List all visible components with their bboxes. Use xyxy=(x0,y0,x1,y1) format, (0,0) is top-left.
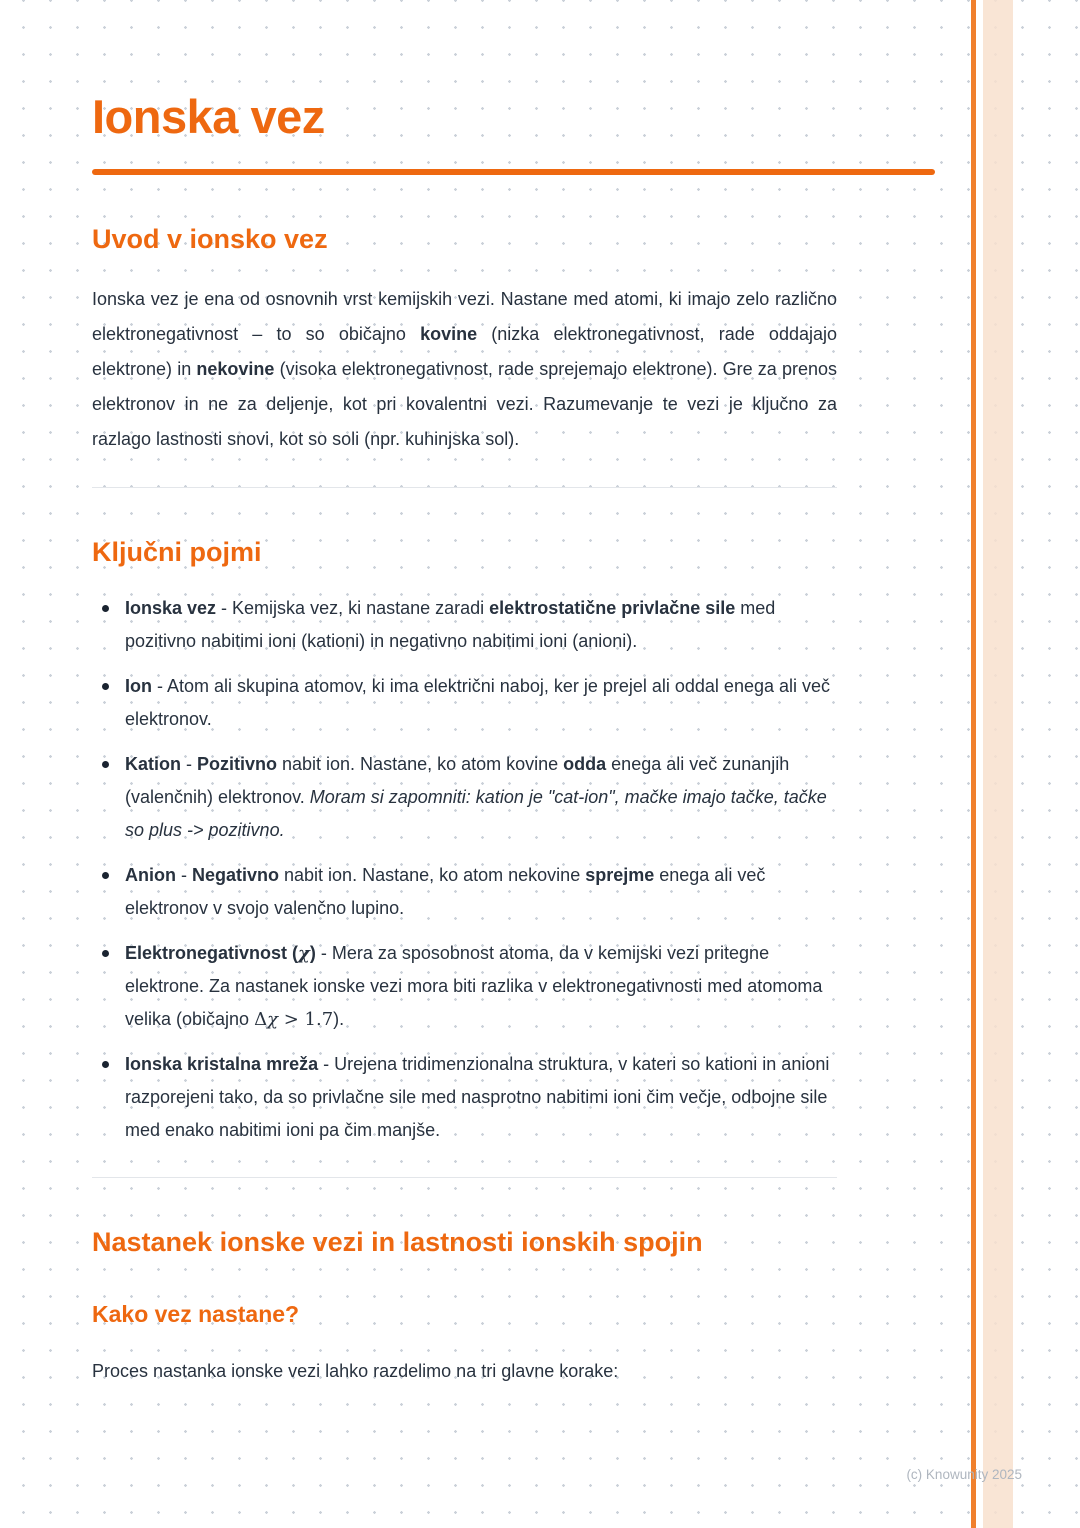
text-run-bold: kovine xyxy=(420,323,478,344)
text-run: enega ali več elektronov v svojo valenčno lupino. xyxy=(125,865,766,919)
text-run-bold: Negativno xyxy=(192,865,280,886)
text-run: - xyxy=(176,865,192,886)
section-heading-key-terms: Ključni pojmi xyxy=(92,536,262,567)
text-run: med pozitivno nabitimi ioni (kationi) in negativno nabitimi ioni (anioni). xyxy=(125,598,776,652)
section-heading-intro: Uvod v ionsko vez xyxy=(92,224,328,255)
copyright-footer: (c) Knowunity 2025 xyxy=(906,1467,1022,1482)
list-item xyxy=(92,1048,837,1147)
text-run: - Kemijska vez, ki nastane zaradi xyxy=(216,598,490,619)
text-run: - Mera za sposobnost atoma, da v kemijski vezi pritegne elektrone. Za nastanek ionske vezi mora biti razlika v elektronegativnosti med atomoma velika (običajno xyxy=(125,943,823,1030)
text-run: - Atom ali skupina atomov, ki ima električni naboj, ker je prejel ali oddal enega ali več elektronov. xyxy=(125,676,831,730)
text-run: nabit ion. Nastane, ko atom kovine xyxy=(277,754,564,775)
text-run: ). xyxy=(333,1009,345,1030)
text-run: (visoka elektronegativnost, rade sprejemajo elektrone). Gre za prenos elektronov in ne za deljenje, kot pri kovalentni vezi. Razumevanje te vezi je ključno za razlago lastnosti snovi, kot so soli (npr. kuhinjska sol). xyxy=(92,358,838,449)
text-run-bold: elektrostatične privlačne sile xyxy=(489,598,736,619)
text-run-bold: sprejme xyxy=(585,865,655,886)
title-rule xyxy=(92,169,935,175)
delta-symbol: Δ xyxy=(254,1009,268,1031)
right-margin-band xyxy=(983,0,1013,1528)
text-run-bold: odda xyxy=(563,754,607,775)
chi-symbol: χ xyxy=(298,943,310,965)
formation-paragraph: Proces nastanka ionske vezi lahko razdelimo na tri glavne korake: xyxy=(92,1361,619,1382)
page-title: Ionska vez xyxy=(92,90,325,143)
text-run: enega ali več zunanjih (valenčnih) elektronov. xyxy=(125,754,790,808)
term-name: Elektronegativnost ( xyxy=(125,943,299,964)
text-run-bold: Pozitivno xyxy=(197,754,277,775)
section-divider xyxy=(92,487,837,488)
term-name: ) xyxy=(309,943,316,964)
key-terms-list xyxy=(92,592,837,1147)
mnemonic-note: Moram si zapomniti: kation je "cat-ion", mačke imajo tačke, tačke so plus -> pozitivno. xyxy=(125,787,827,841)
right-accent-line xyxy=(971,0,976,1528)
text-run: Ionska vez je ena od osnovnih vrst kemijskih vezi. Nastane med atomi, ki imajo zelo različno elektronegativnost – to so običajno xyxy=(92,288,837,344)
text-run: (nizka elektronegativnost, rade oddajajo elektrone) in xyxy=(92,323,837,379)
text-run: - Urejena tridimenzionalna struktura, v kateri so kationi in anioni razporejeni tako, da so privlačne sile med nasprotno nabitimi ioni čim večje, odbojne sile med enako nabitimi ioni pa čim manjše. xyxy=(125,1054,830,1141)
text-run: nabit ion. Nastane, ko atom nekovine xyxy=(279,865,586,886)
list-item xyxy=(92,592,837,658)
text-run: - xyxy=(181,754,197,775)
term-name: Ion xyxy=(125,676,152,697)
math-expression: > 1.7 xyxy=(278,1009,334,1031)
subsection-heading-how-bond-forms: Kako vez nastane? xyxy=(92,1300,300,1327)
intro-paragraph xyxy=(92,282,837,457)
list-item xyxy=(92,937,837,1036)
text-run-bold: nekovine xyxy=(196,358,275,379)
term-name: Kation xyxy=(125,754,181,775)
section-heading-formation: Nastanek ionske vezi in lastnosti ionskih spojin xyxy=(92,1227,703,1258)
list-item xyxy=(92,748,837,847)
section-divider xyxy=(92,1177,837,1178)
term-name: Anion xyxy=(125,865,176,886)
chi-symbol: χ xyxy=(267,1009,278,1031)
term-name: Ionska vez xyxy=(125,598,217,619)
list-item xyxy=(92,859,837,925)
list-item xyxy=(92,670,837,736)
term-name: Ionska kristalna mreža xyxy=(125,1054,319,1075)
